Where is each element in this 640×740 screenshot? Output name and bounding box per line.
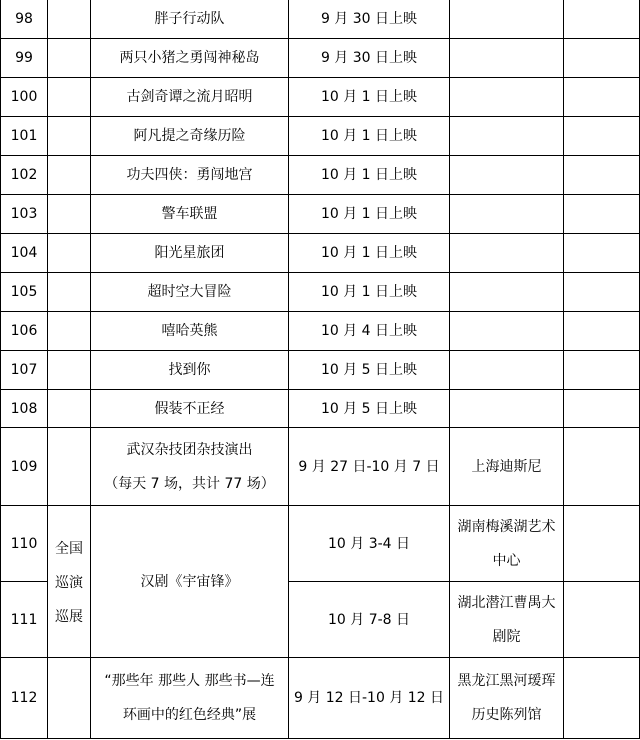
program-date: 10 月 4 日上映 <box>320 323 418 339</box>
category-line: 巡展 <box>55 609 83 625</box>
row-number: 109 <box>10 458 38 475</box>
row-number: 103 <box>10 206 38 222</box>
program-name <box>91 428 288 505</box>
program-date: 10 月 5 日上映 <box>320 362 418 378</box>
program-name-line: （每天 7 场，共计 77 场） <box>104 475 275 492</box>
row-number: 102 <box>10 167 38 183</box>
program-name: 找到你 <box>168 362 211 378</box>
row-number: 98 <box>15 11 33 27</box>
row-divider <box>0 738 640 739</box>
program-date: 10 月 1 日上映 <box>320 245 418 261</box>
program-name: 警车联盟 <box>161 206 218 222</box>
program-venue: 上海迪斯尼 <box>471 458 542 475</box>
row-number: 107 <box>10 362 38 378</box>
program-date: 10 月 1 日上映 <box>320 167 418 183</box>
program-date: 10 月 3-4 日 <box>327 535 411 552</box>
program-date: 10 月 1 日上映 <box>320 206 418 222</box>
program-name: 阳光星旅团 <box>154 245 225 261</box>
venue-line: 剧院 <box>492 628 521 645</box>
program-date: 9 月 30 日上映 <box>320 11 418 27</box>
venue-line: 黑龙江黑河瑷珲 <box>457 673 556 689</box>
row-number: 111 <box>10 611 38 628</box>
program-name-line: “那些年 那些人 那些书—连 <box>104 673 275 689</box>
row-number: 112 <box>10 690 38 706</box>
row-number: 99 <box>15 50 33 66</box>
program-date: 9 月 12 日-10 月 12 日 <box>293 690 445 706</box>
row-number: 110 <box>10 535 38 552</box>
program-name: 两只小猪之勇闯神秘岛 <box>119 50 260 66</box>
program-name: 古剑奇谭之流月昭明 <box>126 89 253 105</box>
program-name: 功夫四侠：勇闯地宫 <box>126 167 253 183</box>
row-number: 105 <box>10 284 38 300</box>
program-date: 9 月 30 日上映 <box>320 50 418 66</box>
program-date: 10 月 7-8 日 <box>327 611 411 628</box>
program-date: 10 月 1 日上映 <box>320 128 418 144</box>
program-date: 10 月 5 日上映 <box>320 400 418 417</box>
venue-line: 湖北潜江曹禺大 <box>457 594 556 611</box>
program-venue <box>450 506 563 581</box>
program-date: 9 月 27 日-10 月 7 日 <box>298 458 440 475</box>
category-line: 全国 <box>55 541 83 557</box>
program-name: 嘻哈英熊 <box>161 323 218 339</box>
col-divider <box>563 0 564 739</box>
program-venue <box>450 658 563 738</box>
venue-line: 历史陈列馆 <box>471 707 542 723</box>
program-name <box>91 658 288 738</box>
program-name-line: 武汉杂技团杂技演出 <box>126 441 253 458</box>
program-venue <box>450 582 563 657</box>
program-name: 假装不正经 <box>154 400 225 417</box>
venue-line: 中心 <box>492 552 521 569</box>
venue-line: 湖南梅溪湖艺术 <box>457 518 556 535</box>
program-date: 10 月 1 日上映 <box>320 89 418 105</box>
row-number: 106 <box>10 323 38 339</box>
program-date: 10 月 1 日上映 <box>320 284 418 300</box>
program-name: 超时空大冒险 <box>147 284 232 300</box>
row-number: 100 <box>10 89 38 105</box>
category-line: 巡演 <box>55 575 83 591</box>
row-number: 104 <box>10 245 38 261</box>
row-number: 101 <box>10 128 38 144</box>
row-number: 108 <box>10 400 38 417</box>
program-name-line: 环画中的红色经典”展 <box>122 707 257 723</box>
category-cell <box>48 428 90 738</box>
program-name: 阿凡提之奇缘历险 <box>133 128 246 144</box>
program-name: 汉剧《宇宙锋》 <box>140 573 239 590</box>
program-name: 胖子行动队 <box>154 11 225 27</box>
